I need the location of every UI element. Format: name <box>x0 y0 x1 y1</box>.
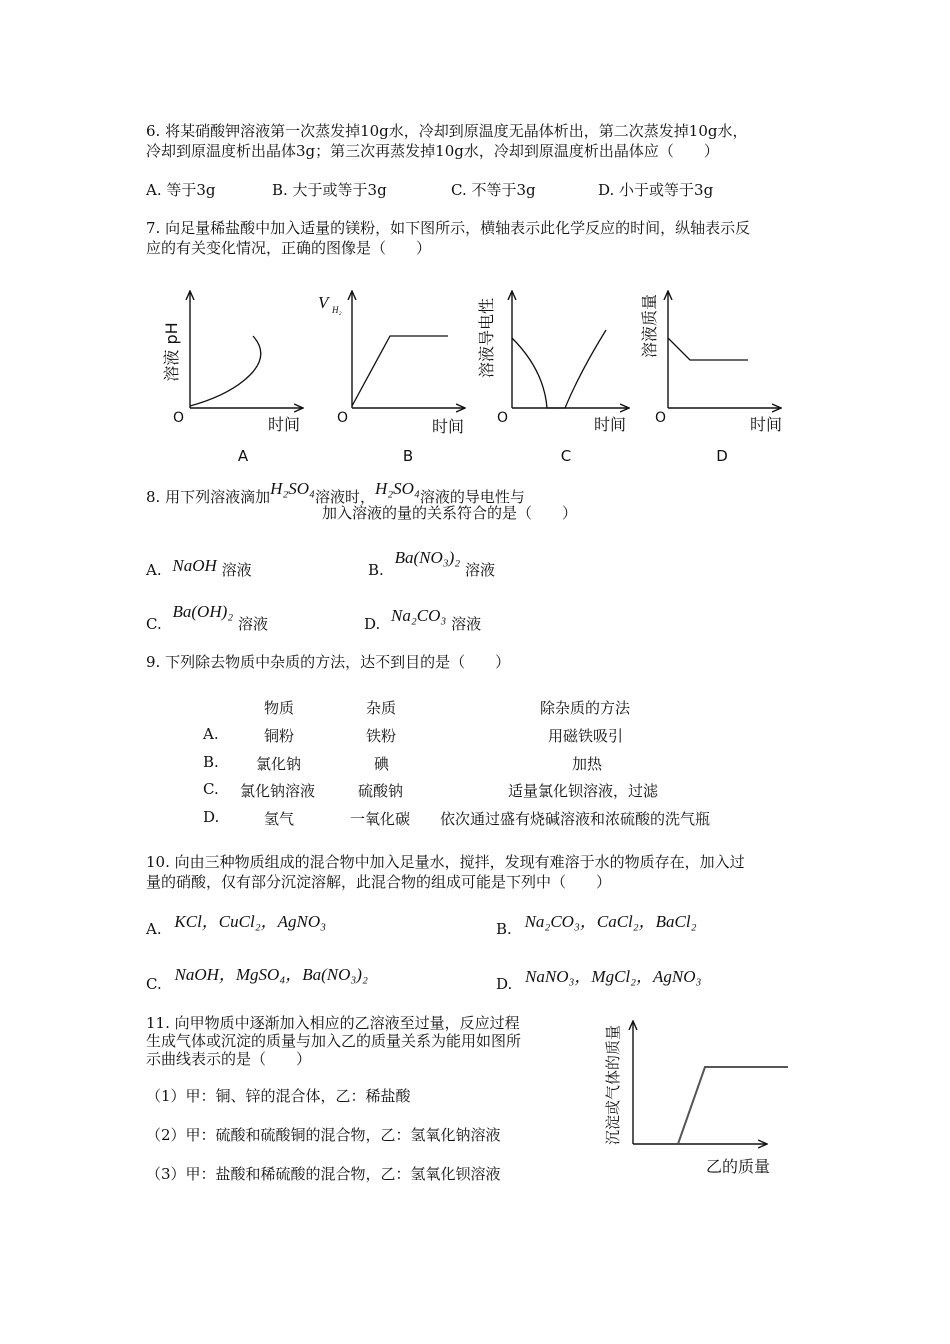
q9-row-c-substance: 氯化钠溶液 <box>240 782 316 800</box>
q8-opt-a-label: A. <box>146 561 162 579</box>
q10-line2: 量的硝酸，仅有部分沉淀溶解，此混合物的组成可能是下列中（ ） <box>146 873 612 891</box>
q8-opt-b-label: B. <box>368 561 384 579</box>
q10-option-d <box>496 967 702 994</box>
q6-option-b: B. 大于或等于3g <box>272 181 387 199</box>
q8-option-a <box>146 556 252 580</box>
q6-line2: 冷却到原温度析出晶体3g；第三次再蒸发掉10g水，冷却到原温度析出晶体应（ ） <box>146 142 719 160</box>
q6-option-d: D. 小于或等于3g <box>598 181 714 199</box>
q11-item-2: （2）甲：硫酸和硫酸铜的混合物，乙：氢氧化钠溶液 <box>146 1126 501 1144</box>
graph-d-xlabel: 时间 <box>750 415 783 434</box>
q8-mid: 溶液时， <box>314 488 375 506</box>
q10-opt-b-label: B. <box>496 920 512 938</box>
q9-row-a-impurity: 铁粉 <box>366 727 397 745</box>
q11-graph <box>596 1010 796 1182</box>
q10-opt-a-formula: KCl，CuCl₂，AgNO₃ <box>174 912 327 931</box>
graph-d-letter: D <box>716 447 728 465</box>
graph-d-ylabel: 溶液质量 <box>640 293 659 359</box>
q10-opt-a-label: A. <box>146 920 162 938</box>
q9-header-substance: 物质 <box>264 699 295 717</box>
graph-a-ylabel: 溶液 pH <box>162 322 181 382</box>
q8-formula-1: H₂SO₄ <box>270 479 315 498</box>
graph-b <box>318 292 464 465</box>
q11-graph-xlabel: 乙的质量 <box>705 1157 771 1176</box>
graph-b-ysub: H₂ <box>332 305 342 315</box>
q10-option-c <box>146 965 368 994</box>
q8-suffix: 溶液的导电性与 <box>419 488 525 506</box>
q8-opt-c-formula: Ba(OH)₂ <box>172 602 234 621</box>
q9-row-d-method: 依次通过盛有烧碱溶液和浓硫酸的洗气瓶 <box>440 810 711 828</box>
q9-row-c-impurity: 硫酸钠 <box>358 782 404 800</box>
q8-opt-d-label: D. <box>364 615 381 633</box>
q8-option-b <box>368 548 496 580</box>
q8-opt-b-formula: Ba(NO₃)₂ <box>394 548 461 567</box>
graph-c <box>477 292 628 465</box>
q9-row-a-method: 用磁铁吸引 <box>548 727 624 745</box>
q11-item-3: （3）甲：盐酸和稀硫酸的混合物，乙：氢氧化钡溶液 <box>146 1165 501 1183</box>
q6-option-c: C. 不等于3g <box>451 181 536 199</box>
q9-row-d-substance: 氢气 <box>264 810 295 828</box>
q8-opt-a-text: 溶液 <box>221 561 252 579</box>
q8-opt-d-formula: Na₂CO₃ <box>391 606 447 625</box>
q8-option-d <box>364 606 482 634</box>
q8-opt-c-text: 溶液 <box>237 615 268 633</box>
q9-row-b-impurity: 碘 <box>374 755 390 773</box>
q8-line2: 加入溶液的量的关系符合的是（ ） <box>322 504 578 522</box>
q11-item-1: （1）甲：铜、锌的混合体，乙：稀盐酸 <box>146 1087 411 1105</box>
q6-line1: 6. 将某硝酸钾溶液第一次蒸发掉10g水，冷却到原温度无晶体析出，第二次蒸发掉10g水， <box>146 122 748 140</box>
graph-b-xlabel: 时间 <box>432 417 465 436</box>
graph-a-letter: A <box>237 447 249 465</box>
q9-row-c-label: C. <box>203 780 219 798</box>
q10-opt-b-formula: Na₂CO₃，CaCl₂，BaCl₂ <box>524 912 697 931</box>
q10-opt-d-label: D. <box>496 975 513 993</box>
q7-line2: 应的有关变化情况，正确的图像是（ ） <box>146 239 432 257</box>
q8-opt-c-label: C. <box>146 615 162 633</box>
q9-row-a-substance: 铜粉 <box>264 727 295 745</box>
q11-graph-ylabel: 沉淀或气体的质量 <box>604 1024 622 1146</box>
q9-row-b-label: B. <box>203 753 219 771</box>
q9-row-a-label: A. <box>203 725 219 743</box>
q8-formula-2: H₂SO₄ <box>374 479 420 498</box>
q9-header-impurity: 杂质 <box>366 699 397 717</box>
graph-c-origin: O <box>496 410 508 426</box>
q11-line3: 示曲线表示的是（ ） <box>146 1050 312 1068</box>
q10-opt-c-label: C. <box>146 975 162 993</box>
q9-row-b-method: 加热 <box>572 755 603 773</box>
graph-a-origin: O <box>172 410 184 426</box>
q6-option-a: A. 等于3g <box>146 181 216 199</box>
q9-row-c-method: 适量氯化钡溶液，过滤 <box>508 782 659 800</box>
q9-stem: 9. 下列除去物质中杂质的方法，达不到目的是（ ） <box>146 653 511 671</box>
graph-d-origin: O <box>654 410 666 426</box>
q9-row-d-impurity: 一氧化碳 <box>350 810 411 828</box>
graph-b-origin: O <box>336 410 348 426</box>
graph-b-ylabel: V <box>318 293 329 312</box>
graph-b-letter: B <box>402 447 414 465</box>
q8-opt-b-text: 溶液 <box>465 561 496 579</box>
q8-prefix: 8. 用下列溶液滴加 <box>146 488 271 506</box>
q10-option-a <box>146 912 327 939</box>
graph-c-ylabel: 溶液导电性 <box>477 297 496 379</box>
graph-a-xlabel: 时间 <box>268 415 301 434</box>
graph-d <box>640 292 782 465</box>
q7-graphs <box>150 280 800 470</box>
q10-option-b <box>496 912 697 939</box>
graph-a <box>162 292 302 465</box>
q9-row-b-substance: 氯化钠 <box>256 755 302 773</box>
q11-line1: 11. 向甲物质中逐渐加入相应的乙溶液至过量，反应过程 <box>146 1014 520 1032</box>
q10-line1: 10. 向由三种物质组成的混合物中加入足量水，搅拌，发现有难溶于水的物质存在，加入过 <box>146 853 745 871</box>
q8-option-c <box>146 602 268 634</box>
q8-opt-d-text: 溶液 <box>451 615 482 633</box>
q9-row-d-label: D. <box>203 808 220 826</box>
q8-opt-a-formula: NaOH <box>172 556 217 575</box>
graph-c-xlabel: 时间 <box>594 415 627 434</box>
q7-line1: 7. 向足量稀盐酸中加入适量的镁粉，如下图所示，横轴表示此化学反应的时间，纵轴表示反 <box>146 219 751 237</box>
q10-opt-c-formula: NaOH，MgSO₄，Ba(NO₃)₂ <box>174 965 368 984</box>
q11-line2: 生成气体或沉淀的质量与加入乙的质量关系为能用如图所 <box>146 1032 522 1050</box>
q10-opt-d-formula: NaNO₃，MgCl₂，AgNO₃ <box>525 967 702 986</box>
graph-c-letter: C <box>560 447 572 465</box>
q9-header-method: 除杂质的方法 <box>540 699 631 717</box>
